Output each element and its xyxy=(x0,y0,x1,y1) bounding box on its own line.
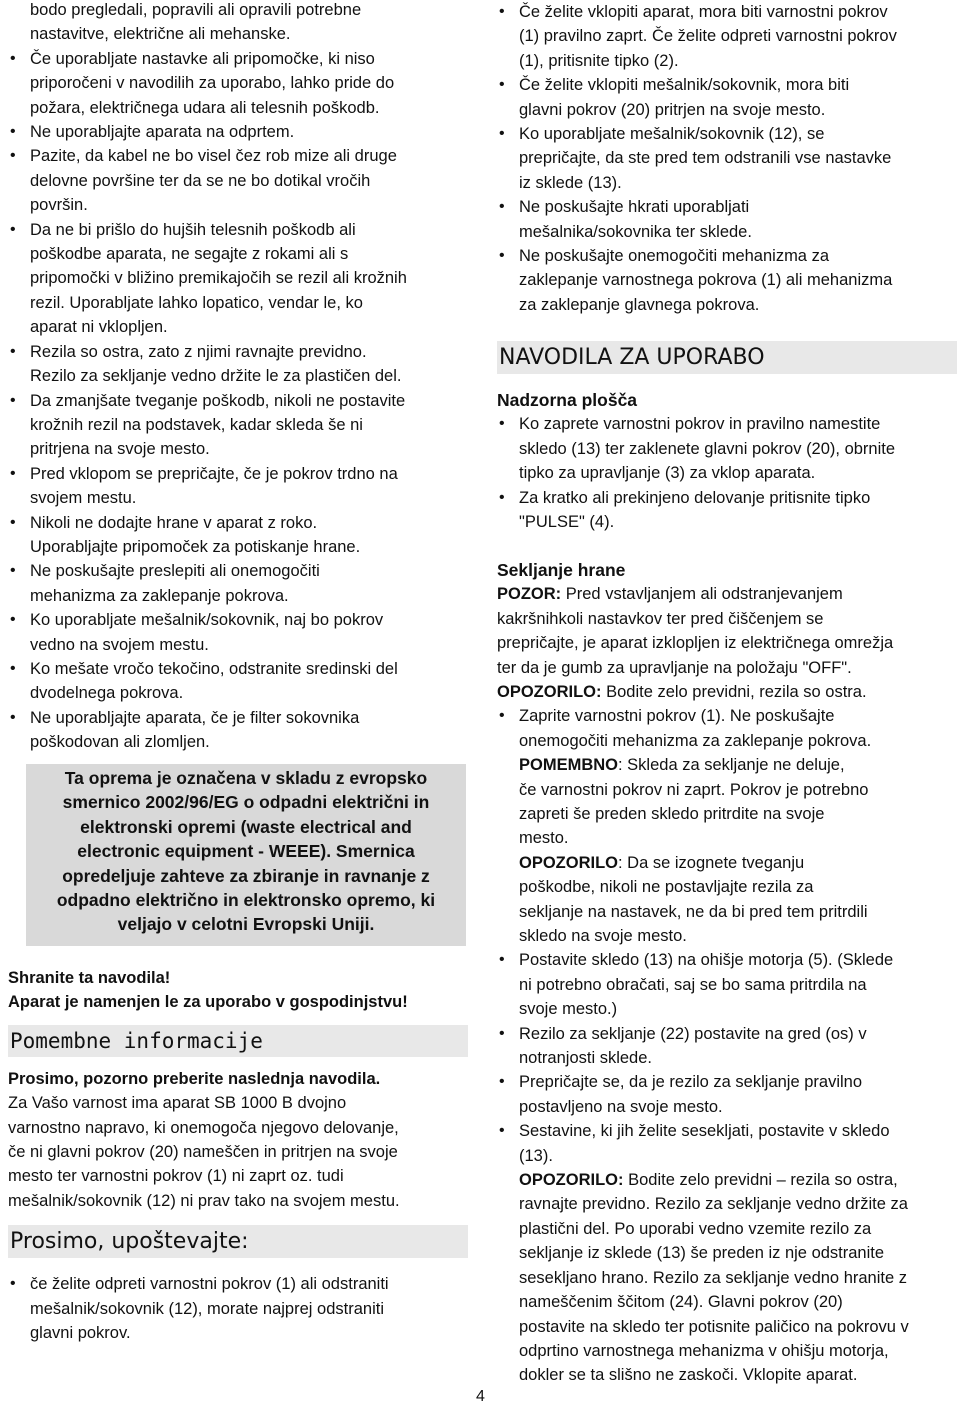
panel-list xyxy=(497,412,957,534)
caution-text: POZOR: Pred vstavljanjem ali odstranjevanjem kakršnihkoli nastavkov ter pred čiščenjem se prepričajte, je aparat izklopljen iz električnega omrežja ter da je gumb za upravljanje na položaju "OFF". OPOZORILO: Bodite zelo previdni, rezila so ostra. xyxy=(497,585,894,701)
list-item-line: vedno na svojem mestu. xyxy=(30,635,209,654)
list-item-line: notranjosti sklede. xyxy=(519,1049,652,1068)
list-item xyxy=(8,144,466,217)
list-item-line: • Ko uporabljate mešalnik/sokovnik, naj bo pokrov xyxy=(30,611,384,630)
chop-list-2 xyxy=(497,948,957,1119)
list-item-line: požara, električnega udara ali telesnih poškodb. xyxy=(30,98,380,117)
safety-device-text: Za Vašo varnost ima aparat SB 1000 B dvojno varnostno napravo, ki onemogoča njegovo delovanje, če ni glavni pokrov (20) nameščen in pritrjen na svoje mesto ter varnostni pokrov (1) ni zaprt oz. tudi mešalnik/sokovnik (12) ni prav tako na svojem mestu. xyxy=(8,1094,400,1210)
list-item xyxy=(497,0,957,73)
list-item xyxy=(8,657,466,706)
list-item-line: postavljeno na svoje mesto. xyxy=(519,1097,723,1116)
list-item-line: priporočeni v navodilih za uporabo, lahko pride do xyxy=(30,74,395,93)
list-item xyxy=(497,486,957,535)
list-item-line: • Rezilo za sekljanje (22) postavite na gred (os) v xyxy=(519,1024,867,1043)
safety-list xyxy=(8,47,466,755)
list-item-line: pripomočki v bližino premikajočih se rezil ali krožnih xyxy=(30,269,407,288)
note-list xyxy=(8,1272,468,1345)
note-heading: Prosimo, upoštevajte: xyxy=(8,1225,468,1258)
list-item-line: mešalnik/sokovnik (12), morate najprej odstraniti xyxy=(30,1299,384,1318)
chop-heading: Sekljanje hrane xyxy=(497,560,626,581)
list-item-line: • Prepričajte se, da je rezilo za sekljanje pravilno xyxy=(519,1073,863,1092)
list-item-line: delovne površine ter da se ne bo dotikal vročih xyxy=(30,171,371,190)
list-item-line: poškodovan ali zlomljen. xyxy=(30,733,210,752)
list-item-line: • Ne poskušajte hkrati uporabljati xyxy=(519,198,750,217)
manual-heading: NAVODILA ZA UPORABO xyxy=(497,341,957,374)
list-item xyxy=(497,412,957,485)
list-item xyxy=(497,122,957,195)
list-item-line: • če želite odpreti varnostni pokrov (1) ali odstraniti xyxy=(30,1275,389,1294)
list-item-line: Uporabljajte pripomoček za potiskanje hrane. xyxy=(30,537,361,556)
list-item-line: ni potrebno obračati, saj se bo sama pritrdila na xyxy=(519,975,867,994)
list-item-line: • Ne poskušajte preslepiti ali onemogočiti xyxy=(30,562,320,581)
list-item-line: "PULSE" (4). xyxy=(519,512,615,531)
list-item xyxy=(8,462,466,511)
left-lower xyxy=(8,966,468,1345)
list-item xyxy=(8,1272,468,1345)
list-item-line: iz sklede (13). xyxy=(519,173,622,192)
list-item-line: (1) pravilno zaprt. Če želite odpreti varnostni pokrov xyxy=(519,27,897,46)
left-column xyxy=(8,0,466,755)
list-item-line: • Če želite vklopiti mešalnik/sokovnik, mora biti xyxy=(519,76,850,95)
list-item-line: • Za kratko ali prekinjeno delovanje pritisnite tipko xyxy=(519,488,871,507)
list-item: • Zaprite varnostni pokrov (1). Ne poskušajte onemogočiti mehanizma za zaklepanje pokrova. POMEMBNO: Skleda za sekljanje ne deluje, če varnostni pokrov ni zaprt. Pokrov je potrebno zapreti še preden skledo pritrdite na svoje mesto. OPOZORILO: Da se izognete tveganju poškodbe, nikoli ne postavljajte rezila za sekljanje na nastavek, ne da bi pred tem pritrdili skledo na svoje mesto. xyxy=(497,704,957,948)
list-item-line: • Ko zaprete varnostni pokrov in pravilno namestite xyxy=(519,415,881,434)
list-item-line: • Rezila so ostra, zato z njimi ravnajte previdno. xyxy=(30,342,367,361)
safety-list-right xyxy=(497,0,957,317)
list-item-line: prepričajte, da ste pred tem odstranili vse nastavke xyxy=(519,149,892,168)
list-item-line: • Nikoli ne dodajte hrane v aparat z roko. xyxy=(30,513,318,532)
list-item xyxy=(497,1022,957,1071)
chop-list xyxy=(497,704,957,948)
list-item xyxy=(8,120,466,144)
list-item-line: • Postavite skledo (13) na ohišje motorja (5). (Sklede xyxy=(519,951,894,970)
panel-heading: Nadzorna plošča xyxy=(497,390,638,411)
list-item-line: • Da zmanjšate tveganje poškodb, nikoli ne postavite xyxy=(30,391,406,410)
list-item xyxy=(8,218,466,340)
keep-instructions: Shranite ta navodila! xyxy=(8,969,171,987)
list-item-line: • Ne poskušajte onemogočiti mehanizma za xyxy=(519,247,829,266)
list-item-line: mehanizma za zaklepanje pokrova. xyxy=(30,586,289,605)
intro-text: bodo pregledali, popravili ali opravili potrebne nastavitve, električne ali mehanske. xyxy=(30,1,362,44)
list-item-line: poškodbe aparata, ne segajte z rokami ali s xyxy=(30,245,349,264)
list-item xyxy=(8,559,466,608)
chop-list-3 xyxy=(497,1119,957,1387)
right-column xyxy=(497,0,957,1388)
list-item-line: glavni pokrov (20) pritrjen na svoje mesto. xyxy=(519,100,826,119)
list-item-line: • Ko uporabljate mešalnik/sokovnik (12), se xyxy=(519,125,825,144)
list-item-line: • Ne uporabljajte aparata na odprtem. xyxy=(30,123,295,142)
list-item xyxy=(497,195,957,244)
list-item xyxy=(8,706,466,755)
list-item-line: (1), pritisnite tipko (2). xyxy=(519,51,679,70)
list-item-line: pritrjena na svoje mesto. xyxy=(30,440,210,459)
list-item-line: • Da ne bi prišlo do hujših telesnih poškodb ali xyxy=(30,220,356,239)
list-item-line: • Ko mešate vročo tekočino, odstranite sredinski del xyxy=(30,659,398,678)
list-item xyxy=(497,244,957,317)
list-item-line: Rezilo za sekljanje vedno držite le za plastičen del. xyxy=(30,367,402,386)
list-item xyxy=(497,1070,957,1119)
list-item xyxy=(8,608,466,657)
list-item xyxy=(8,340,466,389)
list-item-line: svojem mestu. xyxy=(30,489,137,508)
household-use: Aparat je namenjen le za uporabo v gospodinjstvu! xyxy=(8,993,408,1012)
list-item-line: rezil. Uporabljate lahko lopatico, vendar le, ko xyxy=(30,293,363,312)
list-item-line: svoje mesto.) xyxy=(519,1000,618,1019)
list-item: • Sestavine, ki jih želite sesekljati, postavite v skledo (13). OPOZORILO: Bodite zelo previdni – rezila so ostra, ravnajte previdno. Rezilo za sekljanje vedno držite za plastični del. Po uporabi vedno vzemite rezilo za sekljanje iz sklede (13) še preden iz nje odstranite sesekljano hrano. Rezilo za sekljanje vedno hranite z nameščenim ščitom (24). Glavni pokrov (20) postavite na skledo ter potisnite paličico na pokrovu v odprtino varnostnega mehanizma v ohišju motorja, dokler se ta slišno ne zaskoči. Vklopite aparat. xyxy=(497,1119,957,1387)
list-item-line: • Pazite, da kabel ne bo visel čez rob mize ali druge xyxy=(30,147,397,166)
weee-notice: Ta oprema je označena v skladu z evropsko smernico 2002/96/EG o odpadni električni in elektronski opremi (waste electrical and electronic equipment - WEEE). Smernica opredeljuje zahteve za zbiranje in ravnanje z odpadno električno in elektronsko opremo, ki veljajo v celotni Evropski Uniji. xyxy=(26,764,466,946)
list-item-line: površin. xyxy=(30,196,88,215)
list-item-line: za zaklepanje glavnega pokrova. xyxy=(519,295,760,314)
list-item-line: mešalnika/sokovnika ter sklede. xyxy=(519,222,752,241)
list-item-line: • Ne uporabljajte aparata, če je filter sokovnika xyxy=(30,708,360,727)
list-item-line: • Pred vklopom se prepričajte, če je pokrov trdno na xyxy=(30,464,398,483)
list-item xyxy=(497,948,957,1021)
list-item-line: tipko za upravljanje (3) za vklop aparata. xyxy=(519,464,816,483)
list-item-line: • Če uporabljate nastavke ali pripomočke, ki niso xyxy=(30,49,375,68)
list-item-line: krožnih rezil na podstavek, kadar skleda še ni xyxy=(30,415,363,434)
read-carefully: Prosimo, pozorno preberite naslednja navodila. xyxy=(8,1069,381,1088)
list-item xyxy=(8,511,466,560)
page-number: 4 xyxy=(476,1388,485,1405)
list-item-line: dvodelnega pokrova. xyxy=(30,684,184,703)
list-item xyxy=(8,47,466,120)
list-item-line: zaklepanje varnostnega pokrova (1) ali mehanizma xyxy=(519,271,893,290)
list-item-line: glavni pokrov. xyxy=(30,1324,131,1343)
important-heading: Pomembne informacije xyxy=(8,1025,468,1057)
list-item xyxy=(497,73,957,122)
list-item-line: skledo (13) ter zaklenete glavni pokrov (20), obrnite xyxy=(519,439,896,458)
list-item-line: • Če želite vklopiti aparat, mora biti varnostni pokrov xyxy=(519,3,888,21)
list-item xyxy=(8,389,466,462)
list-item-line: aparat ni vklopljen. xyxy=(30,318,168,337)
